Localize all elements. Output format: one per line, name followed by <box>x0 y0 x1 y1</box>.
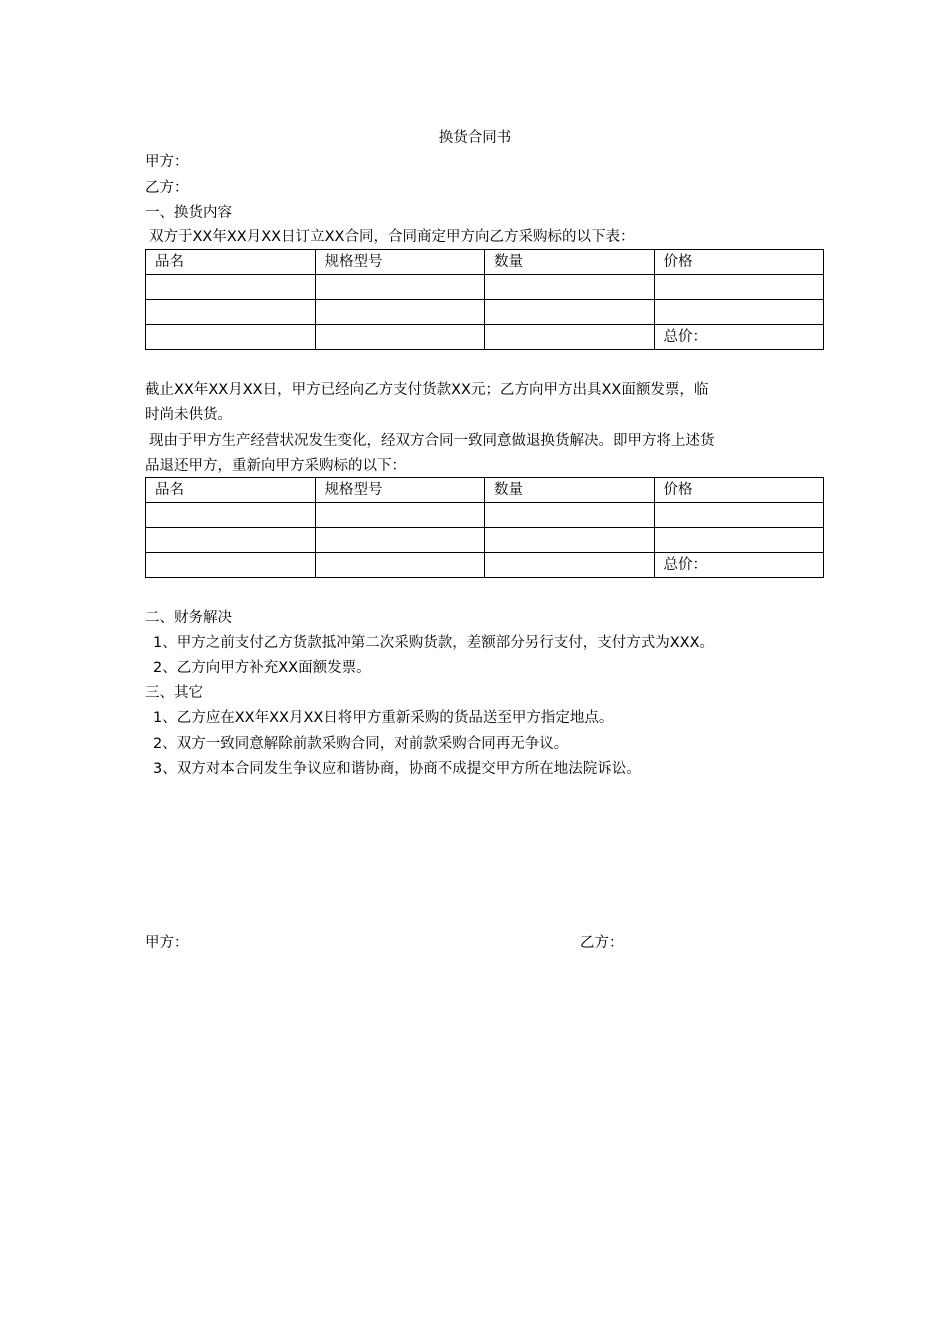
header-price: 价格 <box>654 478 824 503</box>
table-cell <box>485 528 655 553</box>
change-line-1: 现由于甲方生产经营状况发生变化，经双方合同一致同意做退换货解决。即甲方将上述货 <box>149 433 715 449</box>
table-cell <box>654 300 824 325</box>
table-cell <box>485 325 655 350</box>
table-cell <box>146 325 316 350</box>
section1-heading: 一、换货内容 <box>145 205 232 221</box>
signature-party-b: 乙方： <box>580 935 624 951</box>
header-spec-model: 规格型号 <box>315 250 485 275</box>
document-title: 换货合同书 <box>438 130 512 146</box>
original-goods-table <box>145 249 824 350</box>
table-cell <box>485 503 655 528</box>
section2-item-2: 2、乙方向甲方补充XX面额发票。 <box>153 660 371 676</box>
section1-intro: 双方于XX年XX月XX日订立XX合同，合同商定甲方向乙方采购标的以下表： <box>149 229 635 245</box>
table-cell <box>485 300 655 325</box>
header-product-name: 品名 <box>146 478 316 503</box>
table-cell <box>315 503 485 528</box>
table-cell <box>315 300 485 325</box>
table-row <box>146 503 824 528</box>
table-cell <box>485 275 655 300</box>
table-row <box>146 300 824 325</box>
table-cell <box>315 275 485 300</box>
table-cell <box>146 553 316 578</box>
table-cell <box>485 553 655 578</box>
section3-heading: 三、其它 <box>145 685 203 701</box>
section3-item-2: 2、双方一致同意解除前款采购合同，对前款采购合同再无争议。 <box>153 736 569 752</box>
new-goods-table <box>145 477 824 578</box>
section2-item-1: 1、甲方之前支付乙方货款抵冲第二次采购货款，差额部分另行支付，支付方式为XXX。 <box>153 635 715 651</box>
table-cell <box>146 300 316 325</box>
table-cell <box>146 275 316 300</box>
table-cell <box>654 528 824 553</box>
table-header-row <box>146 250 824 275</box>
table-row <box>146 275 824 300</box>
table-cell <box>654 275 824 300</box>
payment-line-2: 时尚未供货。 <box>145 407 232 423</box>
table-cell <box>315 528 485 553</box>
section2-heading: 二、财务解决 <box>145 610 232 626</box>
table-total-row <box>146 325 824 350</box>
header-spec-model: 规格型号 <box>315 478 485 503</box>
party-b-label: 乙方： <box>145 180 189 196</box>
table-row <box>146 528 824 553</box>
payment-line-1: 截止XX年XX月XX日，甲方已经向乙方支付货款XX元；乙方向甲方出具XX面额发票，临 <box>145 382 709 398</box>
section3-item-1: 1、乙方应在XX年XX月XX日将甲方重新采购的货品送至甲方指定地点。 <box>153 710 614 726</box>
table-header-row <box>146 478 824 503</box>
header-product-name: 品名 <box>146 250 316 275</box>
table-cell <box>146 503 316 528</box>
header-quantity: 数量 <box>485 478 655 503</box>
table-cell <box>315 553 485 578</box>
change-line-2: 品退还甲方，重新向甲方采购标的以下： <box>145 458 406 474</box>
header-quantity: 数量 <box>485 250 655 275</box>
signature-party-a: 甲方： <box>145 935 189 951</box>
total-price-label: 总价： <box>654 325 824 350</box>
total-price-label: 总价： <box>654 553 824 578</box>
table-cell <box>654 503 824 528</box>
table-total-row <box>146 553 824 578</box>
table-cell <box>146 528 316 553</box>
section3-item-3: 3、双方对本合同发生争议应和谐协商，协商不成提交甲方所在地法院诉讼。 <box>153 761 641 777</box>
header-price: 价格 <box>654 250 824 275</box>
party-a-label: 甲方： <box>145 154 189 170</box>
table-cell <box>315 325 485 350</box>
